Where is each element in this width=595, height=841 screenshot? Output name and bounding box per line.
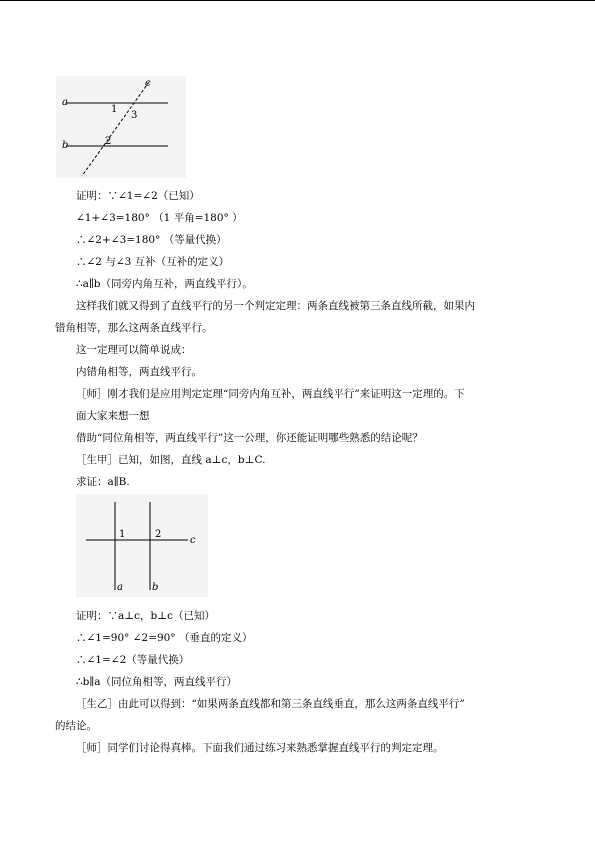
proof1-conclusion: ∴a∥b（同旁内角互补，两直线平行）。 <box>76 278 253 290</box>
proof2-conclusion: ∴b∥a（同位角相等，两直线平行） <box>76 676 238 688</box>
proof1-step3: ∴∠2 与∠3 互补（互补的定义） <box>76 256 230 268</box>
line-c-transversal <box>82 82 149 176</box>
proof1-step1: ∠1+∠3=180° （1 平角=180° ） <box>76 212 243 224</box>
theorem-line2: 错角相等，那么这两条直线平行。 <box>55 322 213 334</box>
proof1-step2: ∴∠2+∠3=180° （等量代换） <box>76 234 227 246</box>
student-b-line1: ［生乙］由此可以得到：“如果两条直线都和第三条直线垂直，那么这两条直线平行” <box>76 698 465 710</box>
figure-transversal-svg <box>56 76 186 178</box>
label-c: c <box>145 78 151 89</box>
teacher-line2: 面大家来想一想 <box>76 410 150 422</box>
label-angle-1: 1 <box>111 104 118 115</box>
label-angle-1: 1 <box>119 529 126 540</box>
theorem-line1: 这样我们就又得到了直线平行的另一个判定定理：两条直线被第三条直线所截，如果内 <box>76 300 475 312</box>
question-line: 借助“同位角相等，两直线平行”这一公理，你还能证明哪些熟悉的结论呢？ <box>76 432 423 444</box>
label-angle-3: 3 <box>131 110 138 121</box>
student-a-prove: 求证：a∥B. <box>76 476 130 488</box>
label-a: a <box>62 97 68 108</box>
top-rule <box>0 0 595 1</box>
label-a: a <box>117 582 123 593</box>
figure-transversal <box>56 76 186 178</box>
figure-perpendicular-svg <box>76 494 208 597</box>
figure-perpendicular <box>76 494 208 597</box>
proof2-step1: ∴∠1=90° ∠2=90° （垂直的定义） <box>76 632 253 644</box>
label-b: b <box>152 582 159 593</box>
simplified-theorem: 内错角相等，两直线平行。 <box>76 366 202 378</box>
proof2-given: 证明：∵a⊥c，b⊥c（已知） <box>76 610 215 622</box>
simplified-intro: 这一定理可以简单说成： <box>76 344 192 356</box>
student-b-line2: 的结论。 <box>55 720 97 732</box>
teacher-closing: ［师］同学们讨论得真棒。下面我们通过练习来熟悉掌握直线平行的判定定理。 <box>76 742 444 754</box>
teacher-line1: ［师］刚才我们是应用判定定理“同旁内角互补，两直线平行”来证明这一定理的。下 <box>76 388 465 400</box>
label-b: b <box>62 140 69 151</box>
proof2-step2: ∴∠1=∠2（等量代换） <box>76 654 190 666</box>
label-angle-2: 2 <box>155 529 162 540</box>
label-c: c <box>190 535 196 546</box>
student-a-given: ［生甲］已知，如图，直线 a⊥c，b⊥C. <box>76 454 266 466</box>
proof1-given: 证明：∵∠1=∠2（已知） <box>76 190 200 202</box>
label-angle-2: 2 <box>105 136 112 147</box>
